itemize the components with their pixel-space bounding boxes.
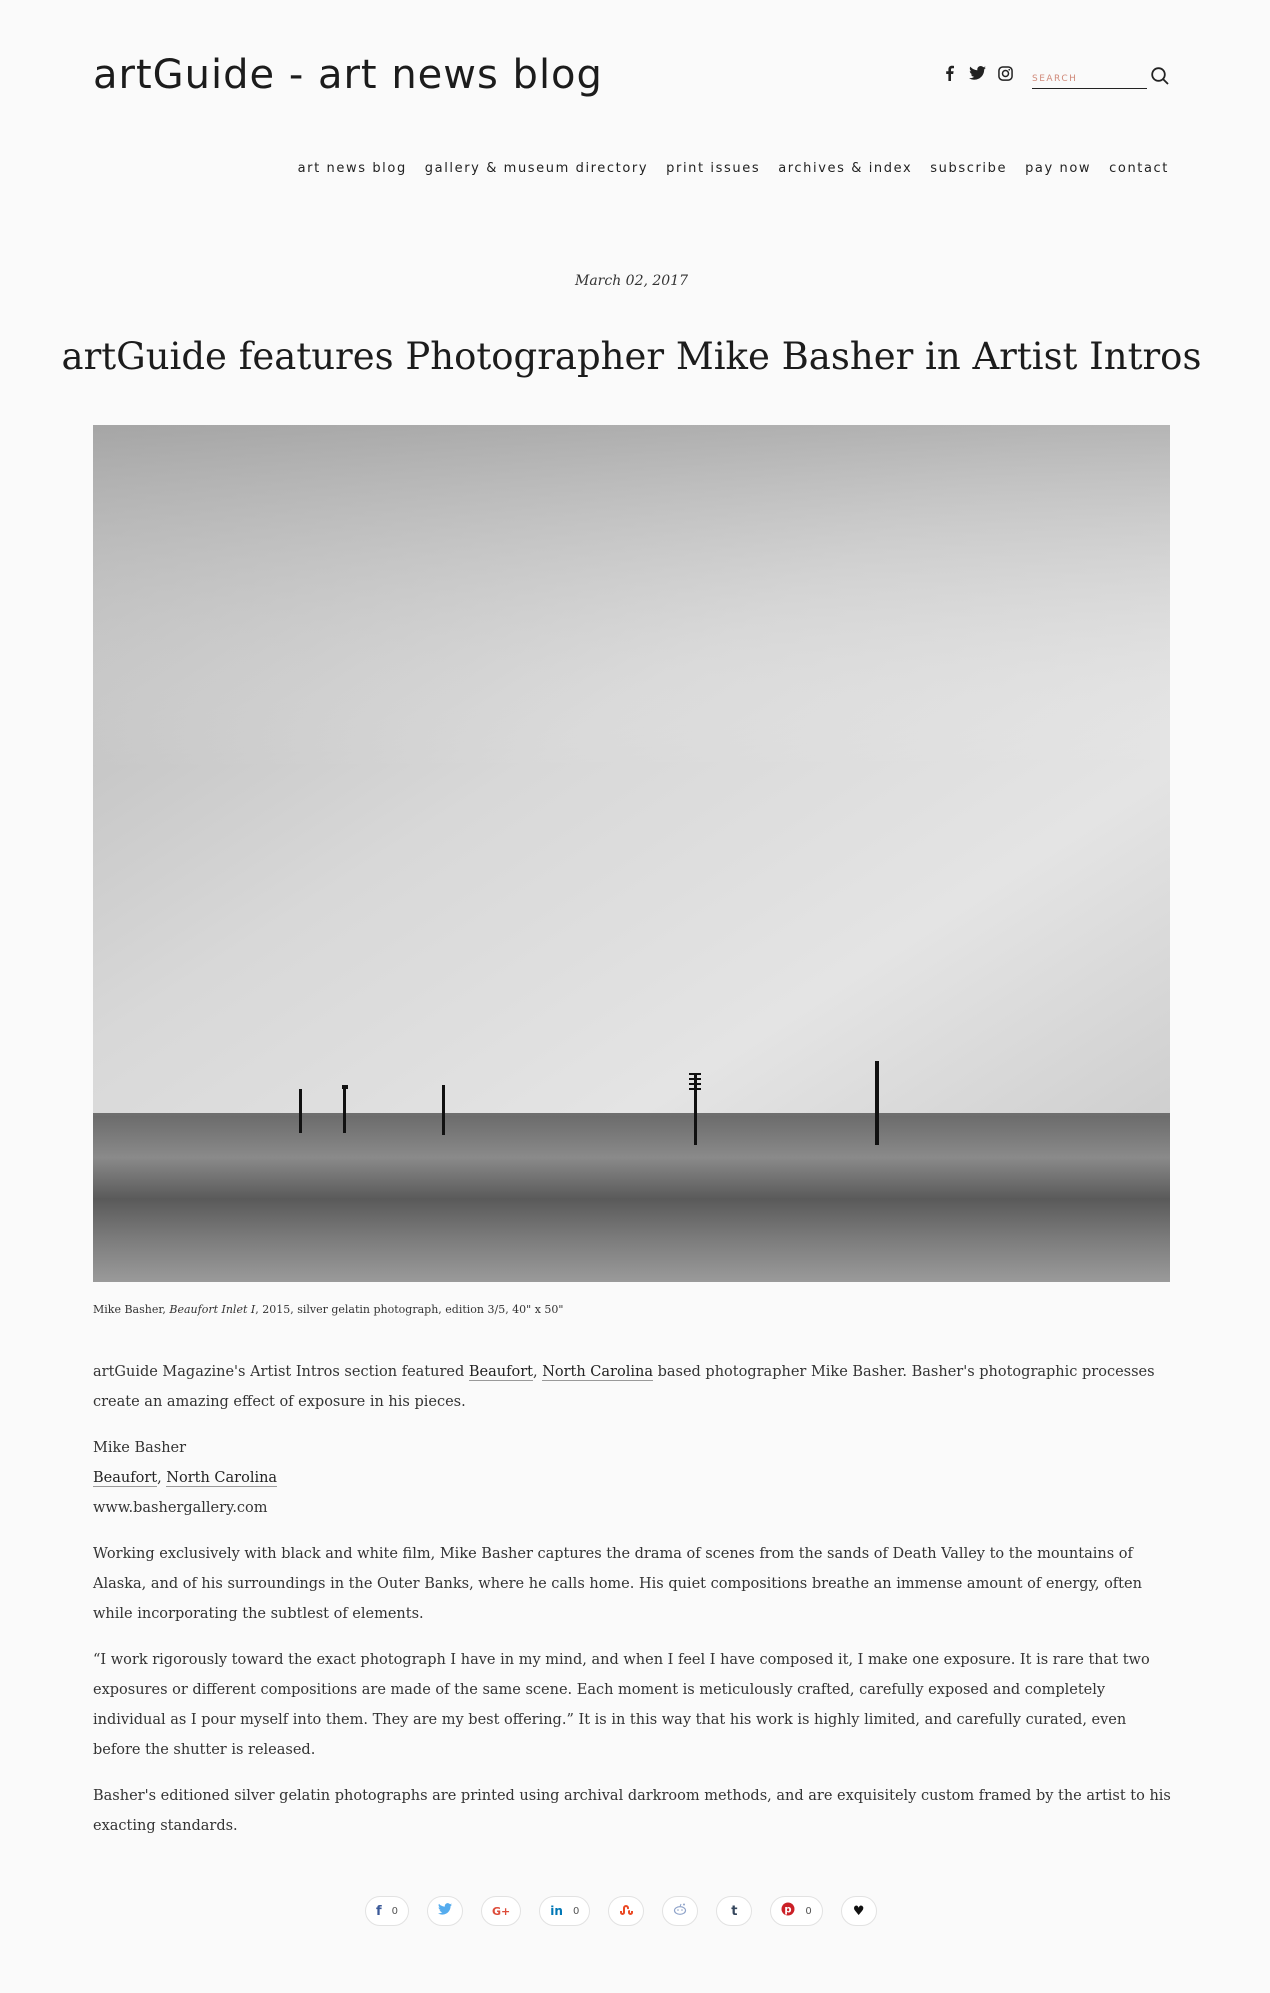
caption-details: , 2015, silver gelatin photograph, edition 3/5, 40" x 50" bbox=[255, 1303, 564, 1316]
share-facebook-button[interactable] bbox=[365, 1896, 409, 1926]
nav-contact[interactable]: contact bbox=[1109, 161, 1169, 176]
intro-paragraph bbox=[93, 1357, 1173, 1417]
post-date: March 02, 2017 bbox=[574, 273, 689, 289]
intro-text: artGuide Magazine's Artist Intros section featured bbox=[93, 1364, 469, 1380]
link-north-carolina[interactable]: North Carolina bbox=[542, 1364, 653, 1380]
share-reddit-button[interactable] bbox=[662, 1896, 698, 1926]
linkedin-icon: in bbox=[550, 1904, 563, 1918]
social-links bbox=[940, 64, 1014, 82]
artist-name: Mike Basher bbox=[93, 1440, 187, 1456]
photo-caption bbox=[93, 1303, 564, 1316]
caption-artist: Mike Basher, bbox=[93, 1303, 170, 1316]
separator: , bbox=[532, 1364, 543, 1380]
share-heart-button[interactable] bbox=[841, 1896, 877, 1926]
nav-archives-index[interactable]: archives & index bbox=[778, 161, 913, 176]
nav-subscribe[interactable]: subscribe bbox=[930, 161, 1008, 176]
facebook-icon[interactable] bbox=[940, 64, 958, 82]
nav-gallery-museum-directory[interactable]: gallery & museum directory bbox=[424, 161, 649, 176]
facebook-icon: f bbox=[376, 1903, 382, 1919]
instagram-icon[interactable] bbox=[996, 64, 1014, 82]
tumblr-icon: t bbox=[731, 1903, 738, 1919]
link-beaufort[interactable]: Beaufort bbox=[468, 1364, 533, 1380]
nav-art-news-blog[interactable]: art news blog bbox=[297, 161, 407, 176]
twitter-icon[interactable] bbox=[968, 64, 986, 82]
share-linkedin-button[interactable] bbox=[539, 1896, 590, 1926]
share-google-plus-button[interactable] bbox=[481, 1896, 521, 1926]
nav-pay-now[interactable]: pay now bbox=[1025, 161, 1092, 176]
share-tumblr-button[interactable] bbox=[716, 1896, 752, 1926]
separator: , bbox=[157, 1470, 167, 1486]
intro-text-end: based photographer Mike Basher. Basher's photographic processes create an amazing effect of exposure in his pieces. bbox=[93, 1364, 1155, 1410]
share-stumbleupon-button[interactable] bbox=[608, 1896, 644, 1926]
share-count: 0 bbox=[391, 1905, 399, 1917]
post-body bbox=[93, 1357, 1173, 1857]
pinterest-icon bbox=[781, 1902, 795, 1920]
body-paragraph-4: Basher's editioned silver gelatin photographs are printed using archival darkroom methods, and are exquisitely custom framed by the artist to his exacting standards. bbox=[93, 1788, 1171, 1834]
reddit-icon bbox=[673, 1903, 687, 1919]
artist-website: www.bashergallery.com bbox=[93, 1500, 268, 1516]
body-paragraph-3: “I work rigorously toward the exact photograph I have in my mind, and when I feel I have composed it, I make one exposure. It is rare that two exposures or different compositions are made of the same scene. Each moment is meticulously crafted, carefully exposed and completely individual as I pour myself into them. They are my best offering.” It is in this way that his work is highly limited, and carefully curated, even before the shutter is released. bbox=[93, 1652, 1150, 1758]
artist-location bbox=[93, 1463, 1173, 1493]
nav-print-issues[interactable]: print issues bbox=[666, 161, 761, 176]
search-input[interactable] bbox=[1032, 69, 1147, 89]
svg-text:p: p bbox=[784, 1904, 792, 1916]
share-twitter-button[interactable] bbox=[427, 1896, 463, 1926]
post-title: artGuide features Photographer Mike Basher in Artist Intros bbox=[61, 335, 1202, 378]
artist-address bbox=[93, 1433, 1173, 1523]
caption-title: Beaufort Inlet I bbox=[169, 1303, 256, 1316]
google-plus-icon: G+ bbox=[492, 1904, 511, 1918]
body-paragraph-2: Working exclusively with black and white film, Mike Basher captures the drama of scenes from the sands of Death Valley to the mountains of Alaska, and of his surroundings in the Outer Banks, where he calls home. His quiet compositions breathe an immense amount of energy, often while incorporating the subtlest of elements. bbox=[93, 1546, 1142, 1622]
site-logo[interactable]: artGuide - art news blog bbox=[93, 52, 603, 98]
share-bar bbox=[365, 1896, 877, 1926]
share-count: 0 bbox=[805, 1905, 812, 1917]
stumbleupon-icon bbox=[619, 1904, 633, 1919]
featured-photo bbox=[93, 425, 1170, 1282]
heart-icon: ♥ bbox=[852, 1903, 865, 1919]
main-nav bbox=[298, 161, 1169, 176]
link-beaufort-address[interactable]: Beaufort bbox=[93, 1470, 158, 1486]
twitter-icon bbox=[438, 1903, 452, 1919]
link-north-carolina-address[interactable]: North Carolina bbox=[166, 1470, 278, 1486]
share-count: 0 bbox=[572, 1905, 580, 1917]
share-pinterest-button[interactable] bbox=[770, 1896, 822, 1926]
search-icon[interactable] bbox=[1150, 66, 1170, 90]
search-box bbox=[1032, 66, 1147, 89]
